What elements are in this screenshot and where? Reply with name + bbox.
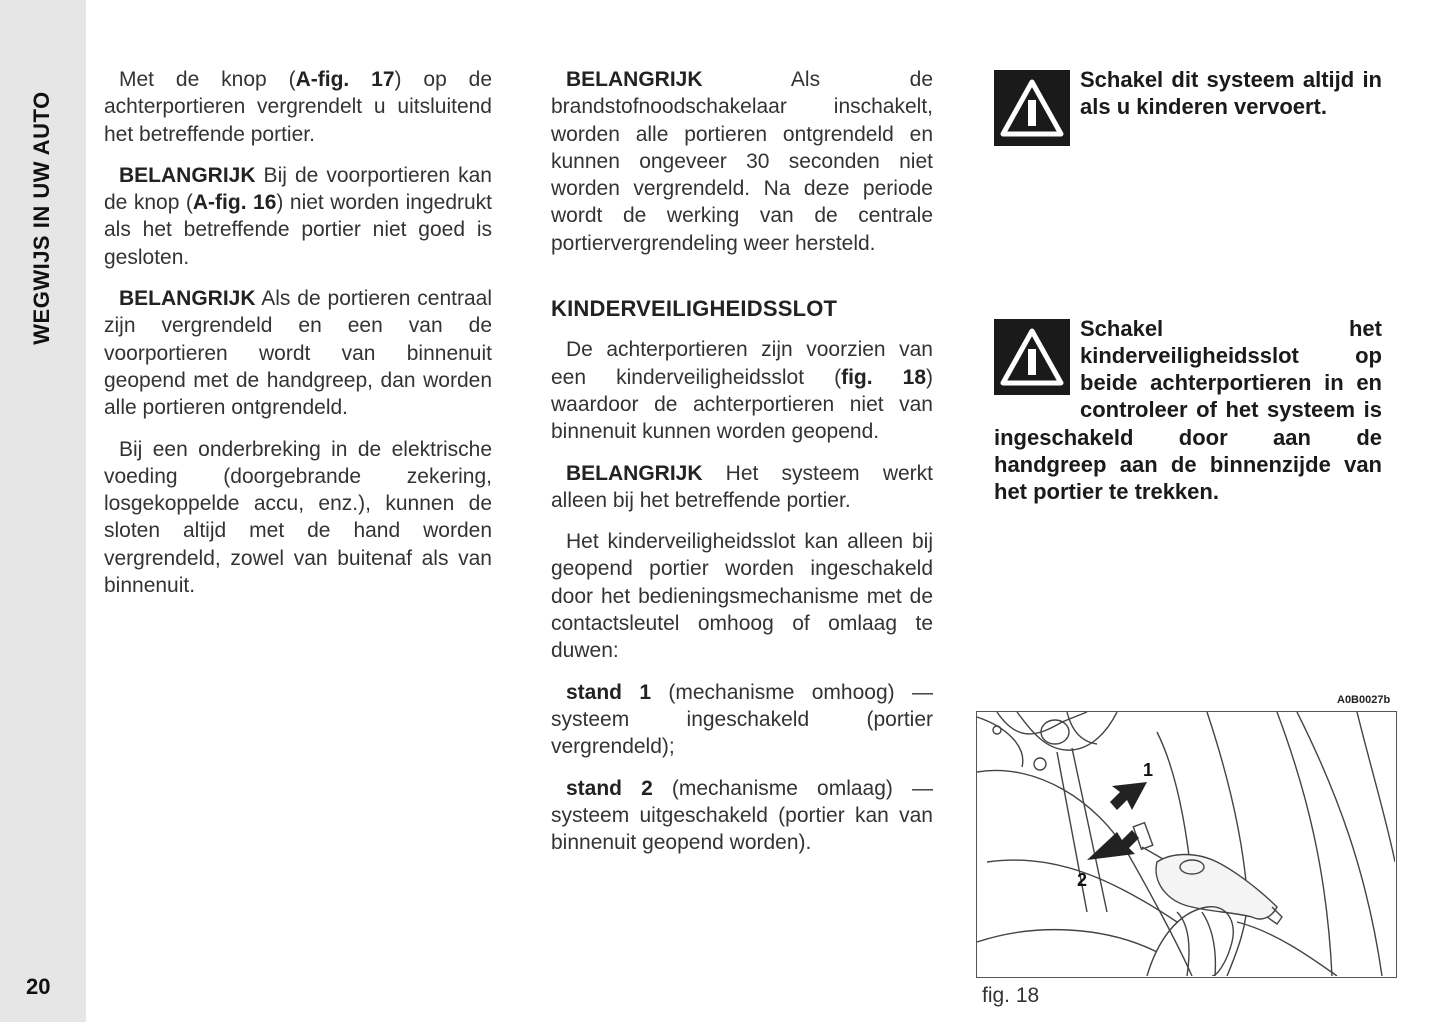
- paragraph: BELANGRIJK Als de portieren centraal zijn vergrendeld en een van de voorportieren wordt van binnenuit geopend met de handgreep, dan worden alle portieren ontgrendeld.: [104, 287, 492, 420]
- column-2: [551, 66, 933, 870]
- column-3: [994, 66, 1382, 506]
- section-heading: KINDERVEILIGHEIDSSLOT: [551, 296, 838, 322]
- sidebar: [0, 0, 86, 1022]
- paragraph: Bij een onderbreking in de elektrische voeding (doorgebrande zekering, losgekoppelde accu, enz.), kunnen de sloten altijd met de hand worden vergrendeld, zowel van buitenaf als van binnenuit.: [104, 437, 492, 598]
- paragraph: stand 2 (mechanisme omlaag) — systeem uitgeschakeld (portier kan van binnenuit geopend worden).: [551, 776, 933, 855]
- warning-triangle-icon: [994, 319, 1070, 395]
- paragraph: Met de knop (A-fig. 17) op de achterportieren vergrendelt u uitsluitend het betreffende portier.: [104, 68, 492, 146]
- paragraph: De achterportieren zijn voorzien van een kinderveiligheidsslot (fig. 18) waardoor de achterportieren niet van binnenuit kunnen worden geopend.: [551, 338, 934, 444]
- child-lock-illustration: [976, 711, 1397, 978]
- figure-reference: A-fig. 16: [192, 191, 277, 215]
- figure-reference: A-fig. 17: [295, 68, 395, 91]
- important-label: BELANGRIJK: [119, 287, 256, 311]
- figure-caption: fig. 18: [982, 984, 1040, 1007]
- important-label: BELANGRIJK: [566, 461, 703, 485]
- figure-code: A0B0027b: [1337, 694, 1391, 706]
- section-title: WEGWIJS IN UW AUTO: [29, 91, 54, 345]
- column-1: [104, 66, 492, 613]
- figure-reference: fig. 18: [841, 365, 927, 389]
- figure-label-1: 1: [1143, 760, 1154, 780]
- warning-box: Schakel dit systeem altijd in als u kinderen vervoert.: [994, 66, 1382, 121]
- figure-label-2: 2: [1077, 870, 1088, 890]
- paragraph: BELANGRIJK Als de brandstofnoodschakelaar inschakelt, worden alle portieren ontgrendeld en kunnen ongeveer 30 seconden niet worden vergrendeld. Na deze periode wordt de werking van de centrale portiervergrendeling weer hersteld.: [551, 68, 933, 255]
- paragraph: stand 1 (mechanisme omhoog) — systeem ingeschakeld (portier vergrendeld);: [551, 680, 933, 759]
- paragraph: BELANGRIJK Het systeem werkt alleen bij het betreffende portier.: [551, 461, 933, 512]
- position-label: stand 2: [566, 776, 653, 800]
- page-number: 20: [26, 974, 51, 999]
- warning-box: Schakel het kinderveiligheidsslot op beide achterportieren in en controleer of het systeem is ingeschakeld door aan de handgreep aan de binnenzijde van het portier te trekken.: [994, 315, 1382, 505]
- position-label: stand 1: [566, 680, 652, 704]
- important-label: BELANGRIJK: [566, 68, 703, 91]
- paragraph: BELANGRIJK Bij de voorportieren kan de knop (A-fig. 16) niet worden ingedrukt als het betreffende portier niet goed is gesloten.: [104, 163, 493, 269]
- important-label: BELANGRIJK: [119, 163, 256, 187]
- warning-triangle-icon: [994, 70, 1070, 146]
- paragraph: Het kinderveiligheidsslot kan alleen bij geopend portier worden ingeschakeld door het bedieningsmechanisme met de contactsleutel omhoog of omlaag te duwen:: [551, 530, 933, 663]
